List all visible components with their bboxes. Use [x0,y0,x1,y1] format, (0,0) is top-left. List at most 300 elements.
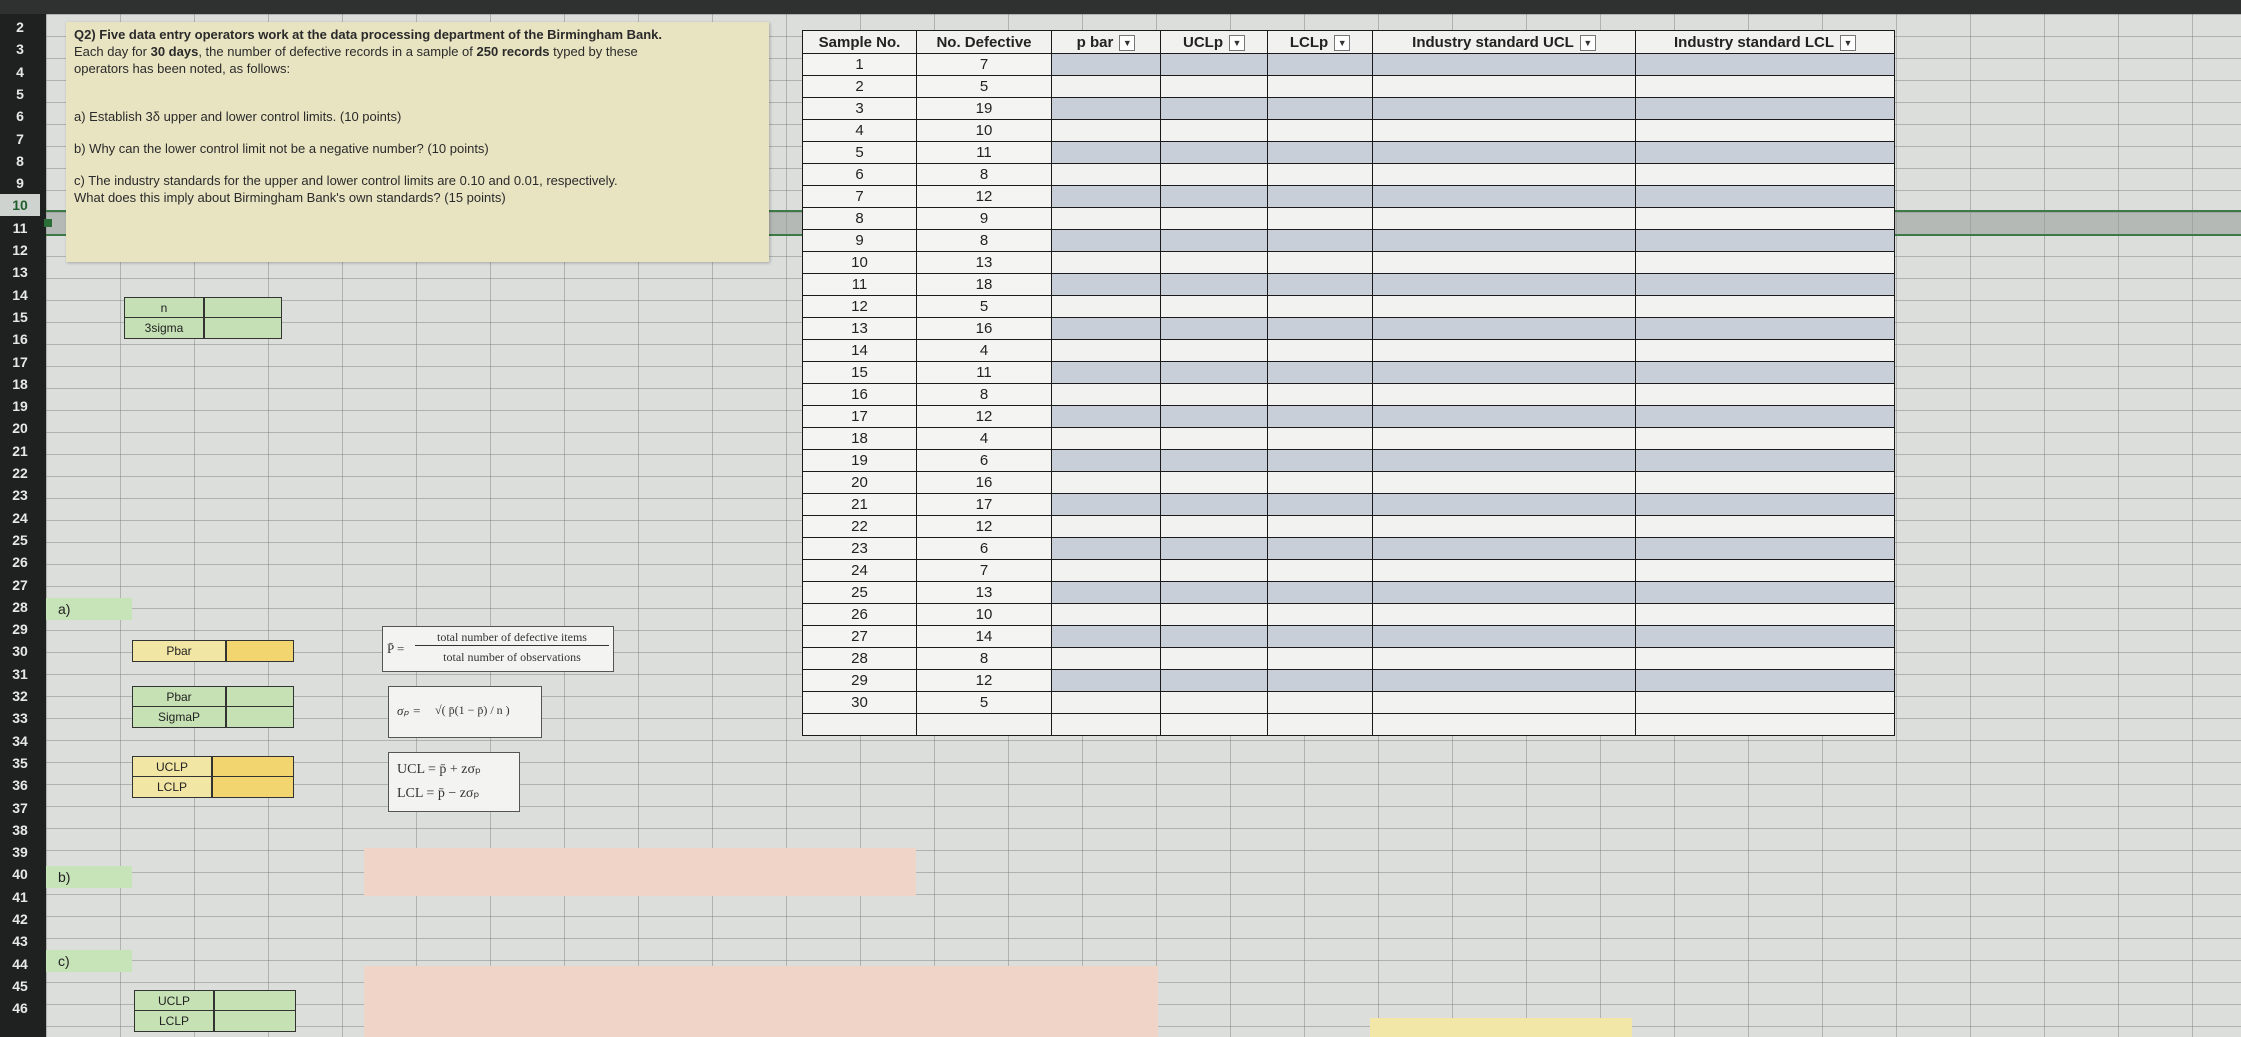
table-row[interactable] [803,98,1895,120]
defective-cell[interactable]: 13 [917,582,1052,604]
table-row[interactable] [803,340,1895,362]
row-number[interactable]: 33 [12,710,28,727]
row-number[interactable]: 36 [12,777,28,794]
sigmap-value-cell[interactable] [226,706,294,728]
sample-no-cell[interactable]: 23 [803,538,917,560]
defective-cell[interactable]: 5 [917,692,1052,714]
industry-lcl-cell[interactable] [1636,318,1895,340]
table-row[interactable] [803,648,1895,670]
p-bar-cell[interactable] [1052,120,1161,142]
row-number[interactable]: 35 [12,754,28,771]
p-bar-cell[interactable] [1052,208,1161,230]
table-row[interactable] [803,670,1895,692]
row-number[interactable]: 26 [12,554,28,571]
lclp-cell[interactable] [1268,142,1373,164]
defects-data-table[interactable] [802,30,1895,736]
industry-lcl-cell[interactable] [1636,164,1895,186]
lclp-cell[interactable] [1268,406,1373,428]
row-number[interactable]: 41 [12,888,28,905]
industry-lcl-cell[interactable] [1636,560,1895,582]
p-bar-cell[interactable] [1052,164,1161,186]
row-number[interactable]: 8 [16,152,24,169]
lclp-cell[interactable] [1268,450,1373,472]
lclp-cell[interactable] [1268,230,1373,252]
table-row[interactable] [803,384,1895,406]
p-bar-cell[interactable] [1052,384,1161,406]
row-number[interactable]: 39 [12,844,28,861]
lclp-cell[interactable] [1268,120,1373,142]
sample-no-cell[interactable]: 6 [803,164,917,186]
p-bar-cell[interactable] [1052,76,1161,98]
uclp-cell[interactable] [1161,648,1268,670]
lclp-cell[interactable] [1268,604,1373,626]
industry-ucl-cell[interactable] [1373,164,1636,186]
industry-ucl-cell[interactable] [1373,604,1636,626]
defective-cell[interactable]: 7 [917,54,1052,76]
table-row[interactable] [803,516,1895,538]
row-number[interactable]: 2 [16,19,24,35]
lclp-cell[interactable] [1268,208,1373,230]
industry-lcl-cell[interactable] [1636,230,1895,252]
uclp-cell[interactable] [1161,494,1268,516]
defective-cell[interactable]: 12 [917,516,1052,538]
defective-cell[interactable]: 5 [917,296,1052,318]
empty-cell[interactable] [1636,714,1895,736]
row-number[interactable]: 27 [12,576,28,593]
uclp-cell[interactable] [1161,54,1268,76]
uclp-cell[interactable] [1161,362,1268,384]
defective-cell[interactable]: 17 [917,494,1052,516]
row-number[interactable]: 28 [12,598,28,615]
industry-lcl-cell[interactable] [1636,120,1895,142]
table-row[interactable] [803,406,1895,428]
industry-ucl-cell[interactable] [1373,428,1636,450]
row-number[interactable]: 32 [12,688,28,704]
lclp-cell[interactable] [1268,384,1373,406]
defective-cell[interactable]: 16 [917,318,1052,340]
industry-lcl-cell[interactable] [1636,494,1895,516]
row-number[interactable]: 19 [12,398,28,415]
table-row[interactable] [803,538,1895,560]
table-row[interactable] [803,208,1895,230]
n-value-cell[interactable] [204,297,282,319]
industry-ucl-cell[interactable] [1373,648,1636,670]
table-row[interactable] [803,450,1895,472]
lclp-cell[interactable] [1268,186,1373,208]
table-row[interactable] [803,274,1895,296]
table-row[interactable] [803,54,1895,76]
p-bar-cell[interactable] [1052,582,1161,604]
industry-lcl-cell[interactable] [1636,692,1895,714]
row-number[interactable]: 14 [12,286,28,303]
uclp-cell[interactable] [1161,274,1268,296]
table-row[interactable] [803,120,1895,142]
industry-ucl-cell[interactable] [1373,362,1636,384]
lclp-cell[interactable] [1268,318,1373,340]
uclp-cell[interactable] [1161,560,1268,582]
lclp-cell[interactable] [1268,648,1373,670]
industry-ucl-cell[interactable] [1373,208,1636,230]
control-limit-formula-image[interactable] [388,752,520,812]
industry-lcl-cell[interactable] [1636,472,1895,494]
uclp-cell[interactable] [1161,582,1268,604]
sample-no-cell[interactable]: 27 [803,626,917,648]
table-row[interactable] [803,318,1895,340]
row-number[interactable]: 15 [12,308,28,325]
row-number[interactable]: 34 [12,732,28,749]
lclp-cell[interactable] [1268,252,1373,274]
defective-cell[interactable]: 10 [917,120,1052,142]
industry-ucl-cell[interactable] [1373,76,1636,98]
p-bar-cell[interactable] [1052,296,1161,318]
table-row[interactable] [803,472,1895,494]
table-row[interactable] [803,186,1895,208]
industry-lcl-cell[interactable] [1636,296,1895,318]
lclp-cell[interactable] [1268,670,1373,692]
p-bar-cell[interactable] [1052,98,1161,120]
row-number[interactable]: 18 [12,375,28,392]
uclp-cell[interactable] [1161,142,1268,164]
row-header-column[interactable] [0,14,46,1037]
defective-cell[interactable]: 4 [917,428,1052,450]
industry-lcl-cell[interactable] [1636,428,1895,450]
industry-ucl-cell[interactable] [1373,516,1636,538]
industry-ucl-cell[interactable] [1373,384,1636,406]
defective-cell[interactable]: 13 [917,252,1052,274]
header-uclp[interactable]: UCLp ▼ [1161,31,1268,54]
table-row[interactable] [803,164,1895,186]
sample-no-cell[interactable]: 10 [803,252,917,274]
sample-no-cell[interactable]: 17 [803,406,917,428]
uclp-cell[interactable] [1161,340,1268,362]
uclp-cell[interactable] [1161,186,1268,208]
header-sample-no[interactable]: Sample No. [803,31,917,54]
industry-ucl-cell[interactable] [1373,406,1636,428]
table-row[interactable] [803,692,1895,714]
sample-no-cell[interactable]: 1 [803,54,917,76]
row-number[interactable]: 11 [12,219,28,236]
table-row[interactable] [803,296,1895,318]
industry-ucl-cell[interactable] [1373,186,1636,208]
row-number[interactable]: 40 [12,866,28,883]
table-row[interactable] [803,582,1895,604]
table-row[interactable] [803,428,1895,450]
p-bar-cell[interactable] [1052,626,1161,648]
industry-lcl-cell[interactable] [1636,274,1895,296]
uclp-cell[interactable] [1161,208,1268,230]
sample-no-cell[interactable]: 8 [803,208,917,230]
p-bar-cell[interactable] [1052,604,1161,626]
defective-cell[interactable]: 19 [917,98,1052,120]
p-bar-cell[interactable] [1052,472,1161,494]
empty-cell[interactable] [1373,714,1636,736]
row-number[interactable]: 9 [16,175,24,192]
uclp-cell[interactable] [1161,604,1268,626]
sample-no-cell[interactable]: 18 [803,428,917,450]
row-number[interactable]: 5 [16,85,24,102]
row-number[interactable]: 44 [12,955,28,972]
row-number[interactable]: 12 [12,242,28,258]
defective-cell[interactable]: 11 [917,362,1052,384]
sigma-formula-image[interactable] [388,686,542,738]
lclp-cell[interactable] [1268,296,1373,318]
industry-lcl-cell[interactable] [1636,604,1895,626]
table-row-empty[interactable] [803,714,1895,736]
defective-cell[interactable]: 9 [917,208,1052,230]
table-row[interactable] [803,362,1895,384]
lclp-cell[interactable] [1268,472,1373,494]
defective-cell[interactable]: 12 [917,406,1052,428]
uclp-cell[interactable] [1161,670,1268,692]
empty-cell[interactable] [1268,714,1373,736]
sample-no-cell[interactable]: 3 [803,98,917,120]
uclp-cell[interactable] [1161,692,1268,714]
uclp2-value-cell[interactable] [214,990,296,1012]
lclp-cell[interactable] [1268,54,1373,76]
uclp-cell[interactable] [1161,252,1268,274]
lclp-cell[interactable] [1268,626,1373,648]
sample-no-cell[interactable]: 20 [803,472,917,494]
empty-cell[interactable] [1161,714,1268,736]
empty-cell[interactable] [803,714,917,736]
sample-no-cell[interactable]: 24 [803,560,917,582]
header-p-bar[interactable]: p bar ▼ [1052,31,1161,54]
row-number[interactable]: 21 [12,442,28,459]
p-bar-cell[interactable] [1052,186,1161,208]
lclp-cell[interactable] [1268,560,1373,582]
defective-cell[interactable]: 18 [917,274,1052,296]
lclp-cell[interactable] [1268,538,1373,560]
sample-no-cell[interactable]: 11 [803,274,917,296]
lclp-cell[interactable] [1268,164,1373,186]
row-number[interactable]: 20 [12,420,28,437]
sample-no-cell[interactable]: 29 [803,670,917,692]
table-row[interactable] [803,604,1895,626]
table-row[interactable] [803,230,1895,252]
p-bar-cell[interactable] [1052,428,1161,450]
p-bar-cell[interactable] [1052,142,1161,164]
industry-ucl-cell[interactable] [1373,472,1636,494]
uclp-cell[interactable] [1161,626,1268,648]
sample-no-cell[interactable]: 13 [803,318,917,340]
industry-lcl-cell[interactable] [1636,648,1895,670]
industry-lcl-cell[interactable] [1636,54,1895,76]
uclp-cell[interactable] [1161,406,1268,428]
defective-cell[interactable]: 14 [917,626,1052,648]
industry-ucl-cell[interactable] [1373,538,1636,560]
filter-dropdown-icon[interactable]: ▼ [1229,35,1245,51]
sample-no-cell[interactable]: 5 [803,142,917,164]
filter-dropdown-icon[interactable]: ▼ [1334,35,1350,51]
defective-cell[interactable]: 8 [917,230,1052,252]
defective-cell[interactable]: 8 [917,384,1052,406]
uclp-cell[interactable] [1161,472,1268,494]
p-bar-cell[interactable] [1052,54,1161,76]
sample-no-cell[interactable]: 26 [803,604,917,626]
p-bar-cell[interactable] [1052,538,1161,560]
industry-lcl-cell[interactable] [1636,406,1895,428]
industry-lcl-cell[interactable] [1636,384,1895,406]
lclp-cell[interactable] [1268,494,1373,516]
p-bar-cell[interactable] [1052,494,1161,516]
filter-dropdown-icon[interactable]: ▼ [1840,35,1856,51]
lclp-cell[interactable] [1268,428,1373,450]
lclp-cell[interactable] [1268,76,1373,98]
row-number[interactable]: 43 [12,933,28,950]
filter-dropdown-icon[interactable]: ▼ [1580,35,1596,51]
industry-lcl-cell[interactable] [1636,252,1895,274]
lclp-cell[interactable] [1268,98,1373,120]
uclp-cell[interactable] [1161,230,1268,252]
row-number[interactable]: 24 [12,509,28,526]
lclp-cell[interactable] [1268,274,1373,296]
sample-no-cell[interactable]: 19 [803,450,917,472]
sample-no-cell[interactable]: 21 [803,494,917,516]
p-bar-cell[interactable] [1052,230,1161,252]
industry-lcl-cell[interactable] [1636,98,1895,120]
p-bar-cell[interactable] [1052,274,1161,296]
table-row[interactable] [803,560,1895,582]
row-number[interactable]: 4 [16,63,24,80]
row-number[interactable]: 16 [12,331,28,348]
industry-ucl-cell[interactable] [1373,582,1636,604]
p-bar-cell[interactable] [1052,516,1161,538]
row-number[interactable]: 45 [12,977,28,994]
lclp-cell[interactable] [1268,582,1373,604]
row-number[interactable]: 42 [12,911,28,927]
table-row[interactable] [803,76,1895,98]
lclp2-value-cell[interactable] [214,1010,296,1032]
filter-dropdown-icon[interactable]: ▼ [1119,35,1135,51]
industry-ucl-cell[interactable] [1373,274,1636,296]
uclp-cell[interactable] [1161,76,1268,98]
industry-ucl-cell[interactable] [1373,450,1636,472]
lclp-cell[interactable] [1268,340,1373,362]
row-number[interactable]: 25 [12,531,28,548]
industry-lcl-cell[interactable] [1636,142,1895,164]
answer-area-c[interactable] [364,966,1158,1037]
sample-no-cell[interactable]: 16 [803,384,917,406]
uclp-cell[interactable] [1161,120,1268,142]
lclp-cell[interactable] [1268,692,1373,714]
defective-cell[interactable]: 6 [917,538,1052,560]
row-number[interactable]: 31 [12,665,28,682]
industry-ucl-cell[interactable] [1373,560,1636,582]
sample-no-cell[interactable]: 2 [803,76,917,98]
uclp-cell[interactable] [1161,384,1268,406]
row-number[interactable]: 37 [12,799,28,816]
header-lclp[interactable]: LCLp ▼ [1268,31,1373,54]
header-industry-ucl[interactable]: Industry standard UCL ▼ [1373,31,1636,54]
industry-lcl-cell[interactable] [1636,450,1895,472]
p-bar-cell[interactable] [1052,692,1161,714]
lclp-cell[interactable] [1268,516,1373,538]
defective-cell[interactable]: 12 [917,670,1052,692]
defective-cell[interactable]: 5 [917,76,1052,98]
defective-cell[interactable]: 6 [917,450,1052,472]
row-number[interactable]: 6 [16,108,24,125]
defective-cell[interactable]: 10 [917,604,1052,626]
industry-ucl-cell[interactable] [1373,296,1636,318]
industry-lcl-cell[interactable] [1636,208,1895,230]
row-number[interactable]: 29 [12,621,28,638]
lclp-cell[interactable] [1268,362,1373,384]
p-bar-cell[interactable] [1052,406,1161,428]
row-number[interactable]: 23 [12,487,28,504]
header-no-defective[interactable]: No. Defective [917,31,1052,54]
header-industry-lcl[interactable]: Industry standard LCL ▼ [1636,31,1895,54]
industry-ucl-cell[interactable] [1373,98,1636,120]
industry-lcl-cell[interactable] [1636,538,1895,560]
defective-cell[interactable]: 8 [917,648,1052,670]
row-number[interactable]: 10 [0,194,40,216]
sigma-value-cell[interactable] [204,317,282,339]
pbar-formula-image[interactable] [382,626,614,672]
answer-area-b[interactable] [364,848,916,896]
sample-no-cell[interactable]: 28 [803,648,917,670]
industry-lcl-cell[interactable] [1636,362,1895,384]
highlighted-cell[interactable] [1370,1018,1632,1037]
industry-lcl-cell[interactable] [1636,186,1895,208]
row-number[interactable]: 3 [16,41,24,58]
sample-no-cell[interactable]: 15 [803,362,917,384]
industry-ucl-cell[interactable] [1373,670,1636,692]
fill-handle[interactable] [44,219,52,227]
defective-cell[interactable]: 8 [917,164,1052,186]
row-number[interactable]: 30 [12,643,28,660]
industry-ucl-cell[interactable] [1373,340,1636,362]
industry-ucl-cell[interactable] [1373,318,1636,340]
industry-lcl-cell[interactable] [1636,516,1895,538]
question-text-box[interactable] [66,22,769,262]
sample-no-cell[interactable]: 12 [803,296,917,318]
sample-no-cell[interactable]: 30 [803,692,917,714]
industry-lcl-cell[interactable] [1636,626,1895,648]
industry-ucl-cell[interactable] [1373,252,1636,274]
defective-cell[interactable]: 12 [917,186,1052,208]
sample-no-cell[interactable]: 4 [803,120,917,142]
p-bar-cell[interactable] [1052,362,1161,384]
uclp-cell[interactable] [1161,516,1268,538]
row-number[interactable]: 17 [12,353,28,370]
sample-no-cell[interactable]: 14 [803,340,917,362]
p-bar-cell[interactable] [1052,450,1161,472]
pbar-value-cell[interactable] [226,640,294,662]
row-number[interactable]: 7 [16,130,24,147]
industry-lcl-cell[interactable] [1636,340,1895,362]
industry-ucl-cell[interactable] [1373,626,1636,648]
row-number[interactable]: 38 [12,821,28,838]
industry-ucl-cell[interactable] [1373,120,1636,142]
defective-cell[interactable]: 16 [917,472,1052,494]
pbar2-value-cell[interactable] [226,686,294,708]
table-row[interactable] [803,142,1895,164]
industry-ucl-cell[interactable] [1373,494,1636,516]
p-bar-cell[interactable] [1052,670,1161,692]
sample-no-cell[interactable]: 22 [803,516,917,538]
industry-ucl-cell[interactable] [1373,692,1636,714]
table-row[interactable] [803,494,1895,516]
uclp-cell[interactable] [1161,164,1268,186]
uclp-cell[interactable] [1161,538,1268,560]
defective-cell[interactable]: 4 [917,340,1052,362]
row-number[interactable]: 46 [12,1000,28,1017]
p-bar-cell[interactable] [1052,560,1161,582]
uclp-cell[interactable] [1161,428,1268,450]
uclp-cell[interactable] [1161,296,1268,318]
row-number[interactable]: 22 [12,465,28,481]
uclp-cell[interactable] [1161,318,1268,340]
